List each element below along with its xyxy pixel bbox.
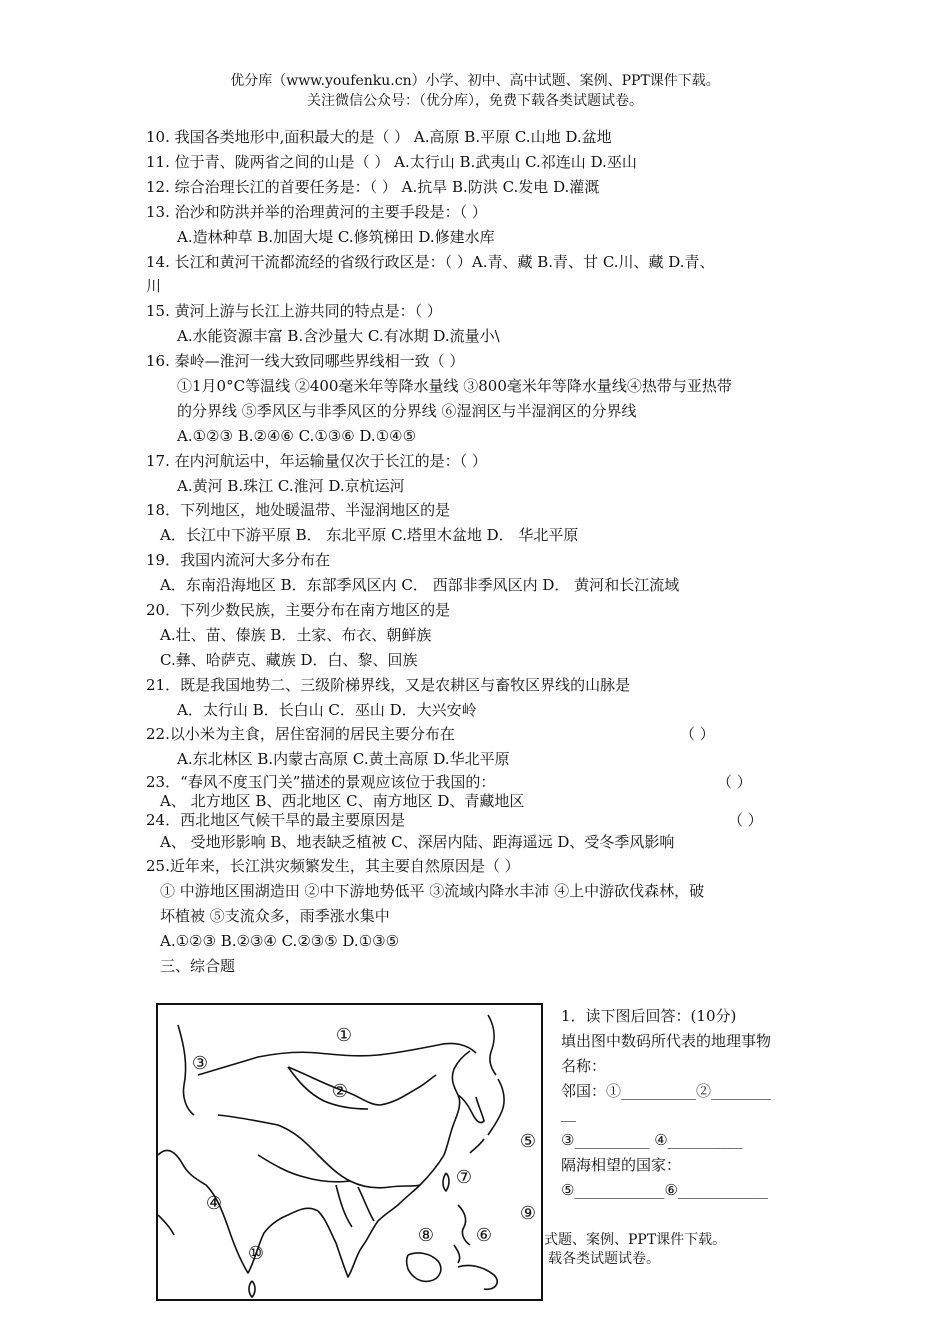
question-13: 13. 治沙和防洪并举的治理黄河的主要手段是：（ ） <box>146 203 487 221</box>
question-15-options: A.水能资源丰富 B.含沙量大 C.有冰期 D.流量小\ <box>177 327 500 345</box>
question-13-options: A.造林种草 B.加固大堤 C.修筑梯田 D.修建水库 <box>177 228 495 246</box>
question-17: 17. 在内河航运中，年运输量仅次于长江的是：（ ） <box>146 452 487 470</box>
question-16-line-b: 的分界线 ⑤季风区与非季风区的分界线 ⑥湿润区与半湿润区的分界线 <box>177 402 637 420</box>
question-15: 15. 黄河上游与长江上游共同的特点是：（ ） <box>146 302 442 320</box>
question-10: 10. 我国各类地形中,面积最大的是（ ） A.高原 B.平原 C.山地 D.盆地 <box>146 128 612 146</box>
question-20-options-a: A.壮、苗、傣族 B．土家、布衣、朝鲜族 <box>160 626 432 644</box>
question-20: 20．下列少数民族，主要分布在南方地区的是 <box>146 601 451 619</box>
question-25: 25.近年来，长江洪灾频繁发生，其主要自然原因是（ ） <box>146 857 520 875</box>
question-16: 16. 秦岭—淮河一线大致同哪些界线相一致（ ） <box>146 352 465 370</box>
question-17-options: A.黄河 B.珠江 C.淮河 D.京杭运河 <box>177 477 405 495</box>
question-14: 14. 长江和黄河干流都流经的省级行政区是：（ ）A.青、藏 B.青、甘 C.川、藏 D.青、 <box>146 253 715 271</box>
map-label-5: ⑤ <box>519 1131 537 1152</box>
question-21-options: A．太行山 B．长白山 C．巫山 D．大兴安岭 <box>177 701 477 719</box>
question-16-options: A.①②③ B.②④⑥ C.①③⑥ D.①④⑤ <box>177 427 417 445</box>
map-label-3: ③ <box>191 1053 209 1074</box>
footer-fragment-1: 式题、案例、PPT课件下载。 <box>544 1232 727 1248</box>
section-3-title: 三、综合题 <box>160 957 236 975</box>
question-16-line-a: ①1月0°C等温线 ②400毫米年等降水量线 ③800毫米年等降水量线④热带与亚热带 <box>177 377 732 395</box>
header-line-1: 优分库（www.youfenku.cn）小学、初中、高中试题、案例、PPT课件下载。 <box>230 73 720 89</box>
question-18-options: A．长江中下游平原 B． 东北平原 C.塔里木盆地 D． 华北平原 <box>160 526 579 544</box>
question-21: 21．既是我国地势二、三级阶梯界线，又是农耕区与畜牧区界线的山脉是 <box>146 676 631 694</box>
question-23: 23．“春风不度玉门关”描述的景观应该位于我国的： <box>146 773 496 791</box>
comp-question-line-2: 名称： <box>561 1057 607 1075</box>
question-24-paren: （ ） <box>728 811 763 829</box>
question-24-options: A、 受地形影响 B、地表缺乏植被 C、深居内陆、距海遥远 D、受冬季风影响 <box>160 833 675 851</box>
comp-question-neighbors-1-2: 邻国：①__________②________ <box>561 1082 772 1100</box>
map-label-10: ⑩ <box>247 1243 265 1264</box>
map-label-9: ⑨ <box>519 1203 537 1224</box>
comp-question-line-1: 填出图中数码所代表的地理事物 <box>561 1032 772 1050</box>
comp-question-title: 1．读下图后回答：(10分) <box>561 1007 737 1025</box>
comp-question-overseas-title: 隔海相望的国家： <box>561 1156 682 1174</box>
footer-fragment-2: 载各类试题试卷。 <box>548 1251 660 1267</box>
question-19: 19．我国内流河大多分布在 <box>146 551 331 569</box>
question-14-continued: 川 <box>146 277 162 295</box>
asia-map-figure <box>156 1003 543 1301</box>
map-label-4: ④ <box>205 1193 223 1214</box>
question-23-paren: （ ） <box>717 773 752 791</box>
question-22: 22.以小米为主食，居住窑洞的居民主要分布在 <box>146 725 455 743</box>
comp-question-neighbors-1-2-cont: __ <box>561 1104 576 1122</box>
map-label-7: ⑦ <box>455 1167 473 1188</box>
comp-question-neighbors-3-4: ③__________ ④__________ <box>561 1131 743 1149</box>
map-label-2: ② <box>331 1081 349 1102</box>
question-22-paren: （ ） <box>680 725 715 743</box>
question-19-options: A．东南沿海地区 B．东部季风区内 C． 西部非季风区内 D． 黄河和长江流域 <box>160 576 680 594</box>
map-label-8: ⑧ <box>417 1225 435 1246</box>
question-11: 11. 位于青、陇两省之间的山是（ ） A.太行山 B.武夷山 C.祁连山 D.巫山 <box>146 153 637 171</box>
question-25-line-b: 坏植被 ⑤支流众多，雨季涨水集中 <box>160 907 390 925</box>
asia-map-drawing <box>158 1005 543 1301</box>
map-label-1: ① <box>335 1025 353 1046</box>
map-label-6: ⑥ <box>475 1225 493 1246</box>
question-25-options: A.①②③ B.②③④ C.②③⑤ D.①③⑤ <box>160 932 400 950</box>
comp-question-overseas-5-6: ⑤____________⑥____________ <box>561 1181 768 1199</box>
question-22-options: A.东北林区 B.内蒙古高原 C.黄土高原 D.华北平原 <box>177 750 510 768</box>
question-18: 18．下列地区，地处暖温带、半湿润地区的是 <box>146 501 451 519</box>
question-12: 12. 综合治理长江的首要任务是：（ ） A.抗旱 B.防洪 C.发电 D.灌溉 <box>146 178 600 196</box>
question-25-line-a: ① 中游地区围湖造田 ②中下游地势低平 ③流域内降水丰沛 ④上中游砍伐森林，破 <box>160 882 705 900</box>
question-24: 24．西北地区气候干旱的最主要原因是 <box>146 811 406 829</box>
question-23-options: A、 北方地区 B、西北地区 C、南方地区 D、青藏地区 <box>160 792 525 810</box>
header-line-2: 关注微信公众号：（优分库），免费下载各类试题试卷。 <box>307 93 643 109</box>
question-20-options-b: C.彝、哈萨克、藏族 D．白、黎、回族 <box>160 651 418 669</box>
